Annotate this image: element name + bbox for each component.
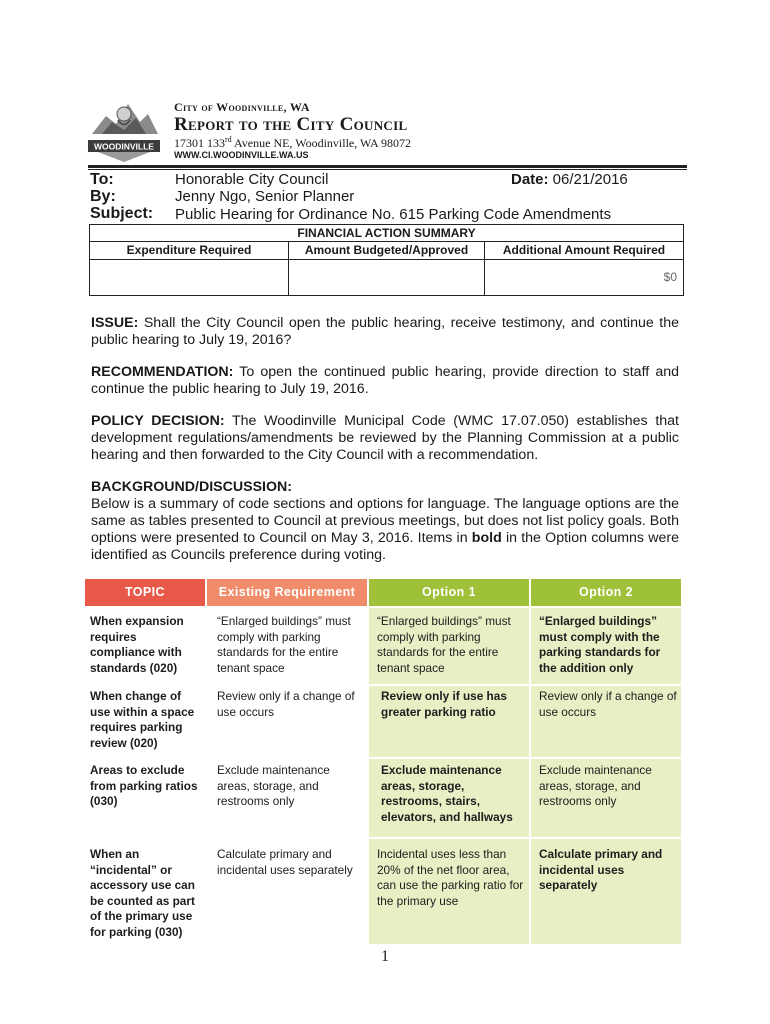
table-divider bbox=[484, 241, 485, 296]
header-rule-thin bbox=[88, 169, 687, 170]
row-divider bbox=[85, 837, 681, 839]
letterhead-website: WWW.CI.WOODINVILLE.WA.US bbox=[174, 150, 309, 160]
row-divider bbox=[85, 684, 681, 686]
table-row-topic: When expansion requires compliance with standards (020) bbox=[90, 614, 184, 675]
table-row-topic: Areas to exclude from parking ratios (030) bbox=[90, 763, 198, 809]
subject-label: Subject: bbox=[90, 205, 154, 222]
report-date bbox=[511, 171, 628, 188]
table-row-option-1: Exclude maintenance areas, storage, restrooms, stairs, elevators, and hallways bbox=[381, 763, 513, 824]
table-row-option-2: Exclude maintenance areas, storage, and restrooms only bbox=[539, 763, 652, 809]
background-paragraph: BACKGROUND/DISCUSSION: Below is a summary of code sections and options for language. The language options are the same as tables presented to Council at previous meetings, but does not list policy goals. Both options were presented to Council on May 3, 2016. Items in bold in the Option columns were identified as Councils preference during voting. bbox=[91, 479, 679, 563]
table-row-option-1: Review only if use has greater parking ratio bbox=[381, 689, 507, 719]
table-row-option-2: Calculate primary and incidental uses separately bbox=[539, 847, 663, 893]
woodinville-logo-icon bbox=[88, 96, 160, 162]
table-row-option-1: “Enlarged buildings” must comply with parking standards for the entire tenant space bbox=[377, 614, 511, 675]
background-label: BACKGROUND/DISCUSSION: bbox=[91, 479, 292, 495]
table-row-existing: Review only if a change of use occurs bbox=[217, 689, 355, 719]
letterhead-title: Report to the City Council bbox=[174, 114, 408, 135]
table-row-option-2: Review only if a change of use occurs bbox=[539, 689, 677, 719]
option-2-header: Option 2 bbox=[531, 579, 681, 606]
row-divider bbox=[85, 757, 681, 759]
subject-value: Public Hearing for Ordinance No. 615 Parking Code Amendments bbox=[175, 206, 612, 223]
letterhead-address: 17301 133rd Avenue NE, Woodinville, WA 98072 bbox=[174, 135, 412, 150]
additional-header: Additional Amount Required bbox=[485, 242, 683, 260]
budgeted-header: Amount Budgeted/Approved bbox=[289, 242, 484, 260]
financial-summary-table bbox=[89, 224, 684, 296]
to-value: Honorable City Council bbox=[175, 171, 329, 188]
issue-paragraph: ISSUE: Shall the City Council open the public hearing, receive testimony, and continue the public hearing to July 19, 2016? bbox=[91, 315, 679, 348]
svg-text:WOODINVILLE: WOODINVILLE bbox=[94, 141, 154, 152]
expenditure-header: Expenditure Required bbox=[90, 242, 288, 260]
letterhead-city: City of Woodinville, WA bbox=[174, 100, 310, 114]
table-row-existing: Exclude maintenance areas, storage, and restrooms only bbox=[217, 763, 330, 809]
by-value: Jenny Ngo, Senior Planner bbox=[175, 188, 355, 205]
by-label: By: bbox=[90, 188, 116, 205]
to-label: To: bbox=[90, 171, 114, 188]
date-label: Date: bbox=[511, 171, 549, 188]
option-1-header: Option 1 bbox=[369, 579, 529, 606]
policy-label: POLICY DECISION: bbox=[91, 413, 225, 429]
table-row-existing: Calculate primary and incidental uses separately bbox=[217, 847, 353, 877]
table-row-topic: When change of use within a space requires parking review (020) bbox=[90, 689, 195, 750]
header-rule bbox=[88, 165, 687, 168]
recommendation-paragraph: RECOMMENDATION: To open the continued public hearing, provide direction to staff and continue the public hearing to July 19, 2016. bbox=[91, 364, 679, 397]
recommendation-label: RECOMMENDATION: bbox=[91, 364, 234, 380]
table-divider bbox=[288, 241, 289, 296]
additional-amount-value: $0 bbox=[663, 270, 677, 284]
table-row-option-2: “Enlarged buildings” must comply with the parking standards for the addition only bbox=[539, 614, 661, 675]
issue-label: ISSUE: bbox=[91, 315, 139, 331]
policy-paragraph: POLICY DECISION: The Woodinville Municipal Code (WMC 17.07.050) establishes that development regulations/amendments be reviewed by the Planning Commission at a public hearing and then forwarded to the City Council with a recommendation. bbox=[91, 413, 679, 463]
existing-requirement-header: Existing Requirement bbox=[207, 579, 367, 606]
table-row-topic: When an “incidental” or accessory use can be counted as part of the primary use for parking (030) bbox=[90, 847, 195, 939]
topic-header: TOPIC bbox=[85, 579, 205, 606]
table-row-existing: “Enlarged buildings” must comply with parking standards for the entire tenant space bbox=[217, 614, 351, 675]
date-value: 06/21/2016 bbox=[548, 171, 628, 188]
page-number: 1 bbox=[381, 948, 389, 965]
financial-summary-title: FINANCIAL ACTION SUMMARY bbox=[90, 225, 683, 242]
table-row-option-1: Incidental uses less than 20% of the net floor area, can use the parking ratio for the primary use bbox=[377, 847, 524, 908]
